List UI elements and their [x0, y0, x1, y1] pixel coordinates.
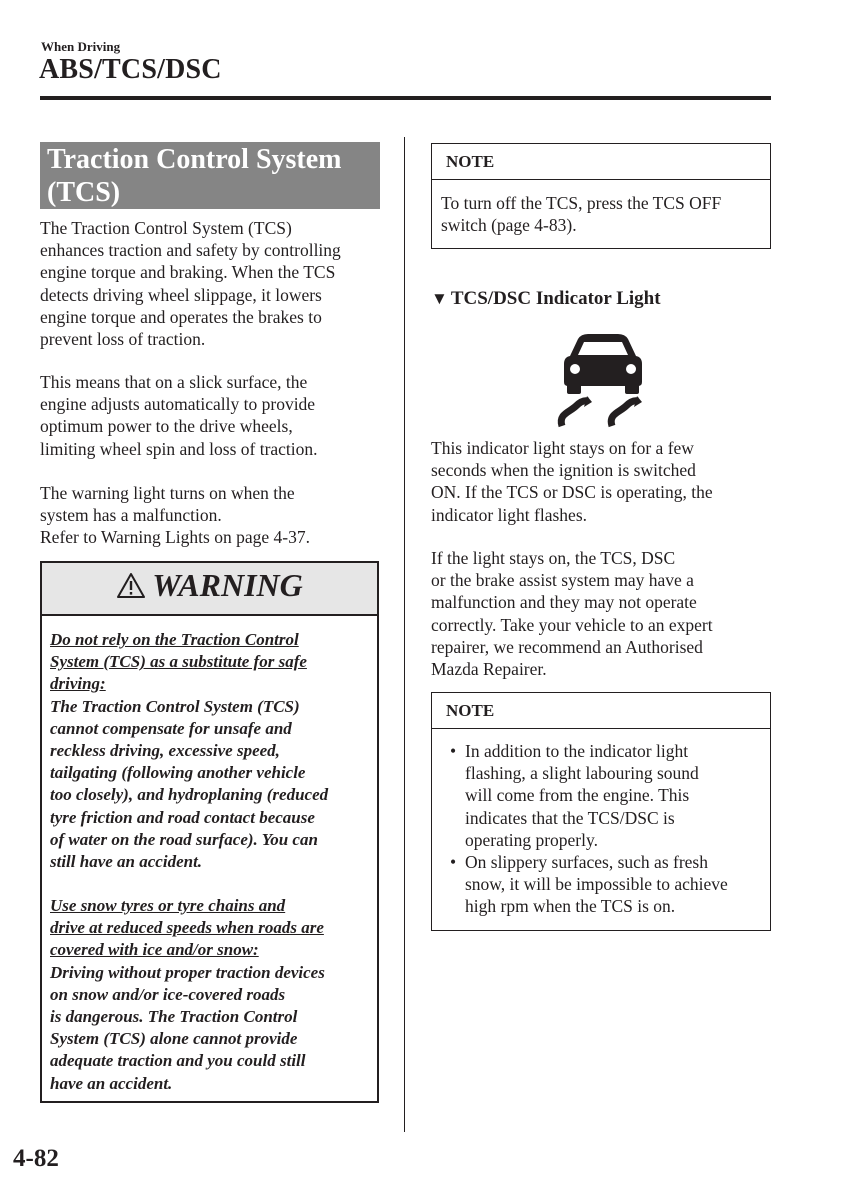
text-line: operating properly. [465, 829, 598, 850]
text-line: malfunction and they may not operate [431, 592, 697, 613]
warning-body-line: tailgating (following another vehicle [50, 763, 306, 783]
warning-title: WARNING [152, 567, 303, 603]
warning-body-line: of water on the road surface). You can [50, 829, 318, 849]
tcs-paragraph-1 [40, 217, 385, 350]
warning-body-line: Driving without proper traction devices [50, 962, 325, 982]
text-line: Mazda Repairer. [431, 659, 547, 680]
indicator-paragraph-2 [431, 547, 776, 680]
text-line: limiting wheel spin and loss of traction. [40, 438, 318, 459]
note-bullet-item [440, 851, 770, 873]
text-line: will come from the engine. This [465, 785, 690, 806]
tcs-heading-line: (TCS) [47, 177, 121, 208]
note-bullet-continuation [440, 784, 770, 806]
warning-box [40, 561, 379, 1103]
bullet-icon: • [450, 741, 457, 761]
text-line: or the brake assist system may have a [431, 570, 694, 591]
warning-title-row [42, 567, 377, 604]
warning-body-line: cannot compensate for unsafe and [50, 718, 292, 738]
warning-heading-line: System (TCS) as a substitute for safe [50, 652, 307, 672]
section-label: When Driving [41, 39, 121, 54]
note-bullet-continuation [440, 762, 770, 784]
text-line: ON. If the TCS or DSC is operating, the [431, 482, 713, 503]
warning-heading-line: Use snow tyres or tyre chains and [50, 896, 286, 915]
text-line: Refer to Warning Lights on page 4-37. [40, 527, 310, 548]
tcs-paragraph-3 [40, 482, 385, 549]
warning-body-line: adequate traction and you could still [50, 1051, 306, 1071]
tcs-paragraph-2 [40, 371, 385, 460]
indicator-light-title: TCS/DSC Indicator Light [450, 288, 661, 309]
warning-body-line: System (TCS) alone cannot provide [50, 1029, 298, 1049]
text-line: enhances traction and safety by controlling [40, 240, 341, 261]
text-line: In addition to the indicator light [465, 741, 689, 761]
text-line: seconds when the ignition is switched [431, 460, 696, 481]
warning-heading-line: drive at reduced speeds when roads are [50, 918, 324, 938]
note-bullet-item [440, 740, 770, 762]
text-line: engine adjusts automatically to provide [40, 394, 316, 415]
text-line: indicates that the TCS/DSC is [465, 807, 675, 828]
warning-body-line: on snow and/or ice-covered roads [50, 984, 286, 1004]
note-bullet-continuation [440, 807, 770, 829]
indicator-light-heading [431, 288, 661, 310]
warning-body-line: is dangerous. The Traction Control [50, 1007, 298, 1027]
text-line: repairer, we recommend an Authorised [431, 636, 703, 657]
note-bullet-continuation [440, 895, 770, 917]
note-box-tcs-off [431, 143, 771, 249]
warning-heading-line: covered with ice and/or snow: [50, 940, 259, 960]
note-box-indicator [431, 692, 771, 931]
note-label: NOTE [432, 693, 770, 729]
warning-body-line: have an accident. [50, 1073, 173, 1093]
warning-heading-line: Do not rely on the Traction Control [50, 630, 299, 649]
text-line: high rpm when the TCS is on. [465, 896, 676, 917]
warning-triangle-icon [116, 572, 146, 599]
text-line: The Traction Control System (TCS) [40, 218, 292, 238]
warning-block-1 [50, 629, 380, 873]
note-body [432, 729, 770, 918]
text-line: detects driving wheel slippage, it lowers [40, 284, 322, 305]
text-line: engine torque and operates the brakes to [40, 306, 322, 327]
note-bullet-continuation [440, 873, 770, 895]
text-line: flashing, a slight labouring sound [465, 763, 699, 784]
text-line: switch (page 4-83). [441, 215, 577, 236]
note-label: NOTE [432, 144, 770, 180]
warning-heading-line: driving: [50, 674, 106, 694]
warning-body-line: still have an accident. [50, 852, 203, 872]
note-bullet-continuation [440, 829, 770, 851]
tcs-heading [40, 142, 380, 209]
tcs-heading-line: Traction Control System [47, 144, 342, 175]
header-rule [40, 96, 771, 100]
text-line: prevent loss of traction. [40, 329, 206, 350]
text-line: To turn off the TCS, press the TCS OFF [441, 193, 722, 213]
text-line: On slippery surfaces, such as fresh [465, 852, 708, 873]
indicator-paragraph-1 [431, 437, 776, 526]
warning-body-line: tyre friction and road contact because [50, 807, 315, 827]
text-line: This means that on a slick surface, the [40, 372, 308, 392]
section-marker: ▼ [431, 289, 448, 308]
page-number: 4-82 [13, 1145, 59, 1172]
text-line: If the light stays on, the TCS, DSC [431, 548, 676, 568]
warning-body-line: too closely), and hydroplaning (reduced [50, 785, 329, 805]
warning-body-line: reckless driving, excessive speed, [50, 741, 280, 761]
text-line: indicator light flashes. [431, 504, 588, 525]
warning-block-2 [50, 895, 380, 1095]
text-line: The warning light turns on when the [40, 483, 295, 503]
warning-body-line: The Traction Control System (TCS) [50, 696, 300, 716]
column-divider [404, 137, 405, 1132]
warning-header [42, 563, 377, 616]
tcs-dsc-indicator-icon [548, 330, 658, 432]
text-line: system has a malfunction. [40, 505, 222, 526]
text-line: snow, it will be impossible to achieve [465, 874, 728, 895]
text-line: This indicator light stays on for a few [431, 438, 694, 458]
text-line: correctly. Take your vehicle to an expert [431, 614, 713, 635]
note-body [432, 180, 770, 236]
bullet-icon: • [450, 852, 457, 873]
text-line: engine torque and braking. When the TCS [40, 262, 336, 283]
text-line: optimum power to the drive wheels, [40, 416, 293, 437]
page-title: ABS/TCS/DSC [39, 54, 222, 85]
